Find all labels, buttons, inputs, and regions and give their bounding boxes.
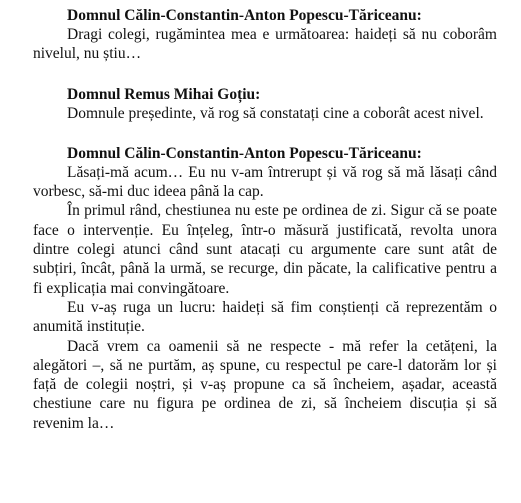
transcript-page [33, 6, 497, 433]
speech-paragraph: Domnule președinte, vă rog să constatați cine a coborât acest nivel. [67, 104, 484, 122]
speech-block [33, 144, 497, 433]
speaker-name: Domnul Călin-Constantin-Anton Popescu-Tăriceanu: [67, 7, 422, 24]
speech-paragraph: Lăsați-mă acum… Eu nu v-am întrerupt și vă rog să mă lăsați când vorbesc, să-mi duc ideea până la cap. [33, 163, 497, 201]
speaker-name: Domnul Călin-Constantin-Anton Popescu-Tăriceanu: [67, 144, 422, 162]
speech-block [33, 85, 497, 123]
speaker-name: Domnul Remus Mihai Goțiu: [67, 85, 261, 103]
speech-paragraph: Eu v-aș ruga un lucru: haideți să fim conștienți că reprezentăm o anumită instituție. [33, 298, 497, 336]
speech-paragraph: Dragi colegi, rugămintea mea e următoarea: haideți să nu coborâm nivelul, nu știu… [33, 26, 497, 63]
speech-paragraph: Dacă vrem ca oamenii să ne respecte - mă refer la cetățeni, la alegători –, să ne purtăm, aș spune, cu respectul pe care-l datorăm lor și față de colegii noștri, și v-aș propune ca să încheiem, așadar, această chestiune care nu figura pe ordinea de zi, să încheiem discuția și să revenim la… [33, 337, 497, 432]
speech-paragraph: În primul rând, chestiunea nu este pe ordinea de zi. Sigur că se poate face o intervenție. Eu înțeleg, într-o măsură justificată, revolta unora dintre colegi atunci când sunt atacați cu argumente care sunt atât de subțiri, încât, până la urmă, se recurge, din păcate, la calificative pentru a fi explicația mai convingătoare. [33, 202, 497, 297]
speech-block [33, 6, 497, 64]
